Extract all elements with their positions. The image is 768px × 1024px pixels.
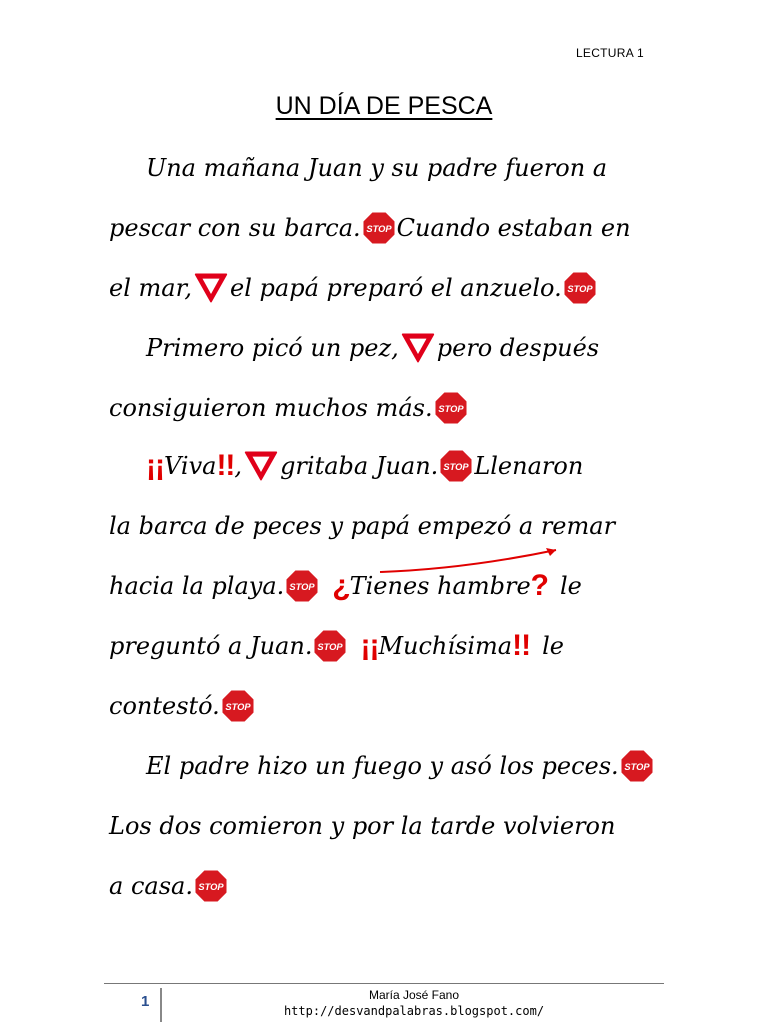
footer-divider — [104, 983, 664, 984]
page-number: 1 — [141, 993, 150, 1010]
stop-sign-icon — [194, 869, 228, 903]
exclamation-close: !! — [216, 449, 235, 482]
story-line-9 — [109, 626, 564, 666]
story-text: Cuando estaban en — [396, 214, 631, 242]
story-text: el papá preparó el anzuelo. — [230, 274, 562, 302]
story-line-11 — [146, 746, 655, 786]
story-text: Viva — [163, 452, 217, 480]
stop-sign-label: STOP — [198, 881, 224, 892]
page-title: UN DÍA DE PESCA — [275, 92, 493, 120]
exclamation-open: ¡¡ — [360, 629, 379, 662]
story-text: contestó. — [109, 692, 220, 720]
story-text: Llenaron — [474, 452, 584, 480]
story-text: gritaba Juan. — [280, 452, 439, 480]
story-line-10 — [109, 686, 256, 726]
story-text: consiguieron muchos más. — [109, 394, 433, 422]
stop-sign-icon — [362, 211, 396, 245]
story-text: pescar con su barca. — [109, 214, 361, 242]
yield-sign-icon — [401, 332, 435, 364]
stop-sign-icon — [221, 689, 255, 723]
story-line-2 — [109, 208, 631, 248]
stop-sign-icon — [439, 449, 473, 483]
story-text: Los dos comieron y por la tarde volvieron — [109, 812, 616, 840]
story-line-13 — [109, 866, 229, 906]
story-line-5 — [109, 388, 469, 428]
yield-sign-icon — [244, 450, 278, 482]
story-text: le — [542, 632, 564, 660]
stop-sign-icon — [563, 271, 597, 305]
story-line-4 — [146, 328, 599, 368]
story-text: le — [560, 572, 582, 600]
stop-sign-label: STOP — [443, 461, 469, 472]
exclamation-open: ¡¡ — [146, 449, 164, 482]
exclamation-close: !! — [512, 629, 531, 662]
story-line-3 — [109, 268, 598, 308]
stop-sign-label: STOP — [289, 581, 315, 592]
story-text: la barca de peces y papá empezó a remar — [109, 512, 616, 540]
story-text: el mar, — [109, 274, 193, 302]
story-text: , — [234, 452, 243, 480]
story-text: hacia la playa. — [109, 572, 285, 600]
story-line-6 — [146, 446, 583, 486]
stop-sign-icon — [434, 391, 468, 425]
question-close: ? — [530, 569, 548, 602]
story-line-12 — [109, 806, 615, 846]
stop-sign-label: STOP — [317, 641, 344, 652]
story-text: El padre hizo un fuego y asó los peces. — [146, 752, 619, 780]
stop-sign-icon — [285, 569, 319, 603]
stop-sign-icon — [620, 749, 654, 783]
story-text: Tienes hambre — [349, 572, 531, 600]
story-text: preguntó a Juan. — [109, 632, 313, 660]
footer-author: María José Fano — [368, 988, 460, 1002]
story-text: pero después — [436, 334, 600, 362]
story-text: Primero picó un pez, — [146, 334, 399, 362]
stop-sign-icon — [313, 629, 347, 663]
footer-url-link[interactable]: http://desvandpalabras.blogspot.com/ — [283, 1004, 545, 1018]
story-line-1 — [146, 148, 607, 188]
yield-sign-icon — [194, 272, 228, 304]
story-text: a casa. — [109, 872, 193, 900]
stop-sign-label: STOP — [437, 403, 464, 414]
story-line-8 — [109, 566, 582, 606]
stop-sign-label: STOP — [624, 761, 650, 772]
reading-label: LECTURA 1 — [575, 46, 644, 60]
stop-sign-label: STOP — [225, 701, 251, 712]
story-text: Muchísima — [378, 632, 513, 660]
stop-sign-label: STOP — [366, 223, 392, 234]
stop-sign-label: STOP — [567, 283, 593, 294]
question-open: ¿ — [332, 569, 350, 602]
story-text: Una mañana Juan y su padre fueron a — [146, 154, 608, 182]
